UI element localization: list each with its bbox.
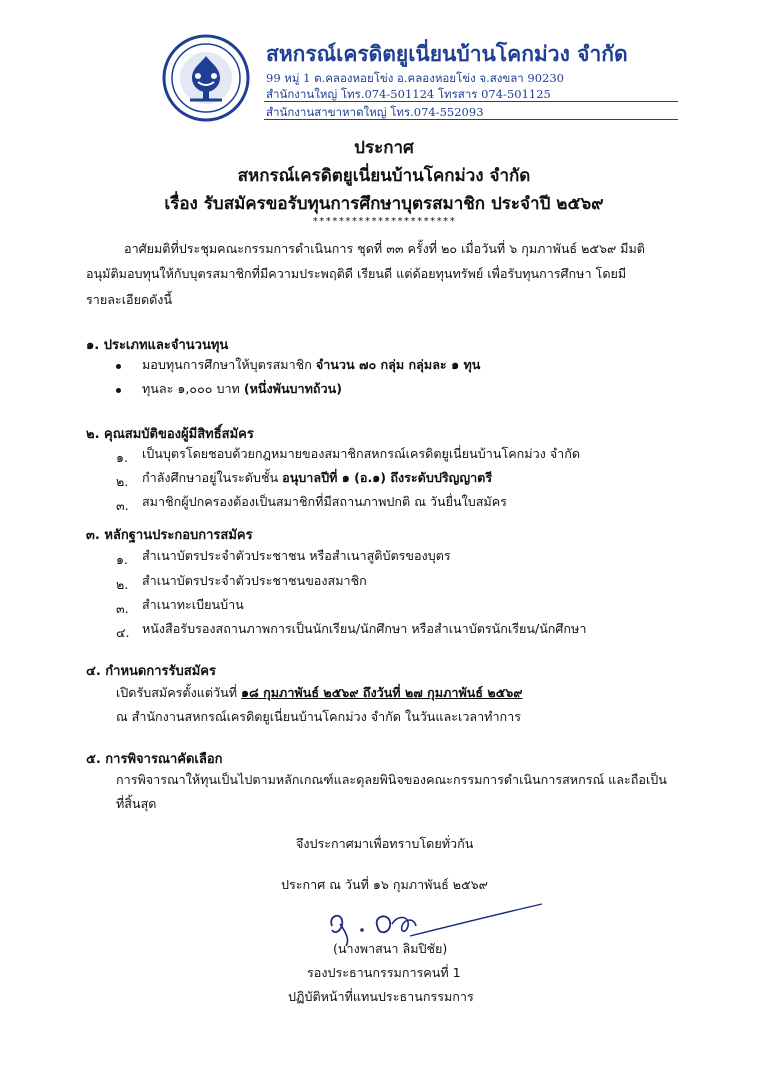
bullet-icon [116,364,121,369]
item-text: เป็นบุตรโดยชอบด้วยกฎหมายของสมาชิกสหกรณ์เครดิตยูเนี่ยนบ้านโคกม่วง จำกัด [142,446,581,461]
cooperative-logo-icon [162,34,250,122]
intro-line: รายละเอียดดังนี้ [86,292,173,307]
selection-text: ที่สิ้นสุด [116,796,157,811]
item-emphasis: จำนวน ๗๐ กลุ่ม กลุ่มละ ๑ ทุน [315,357,481,372]
item-emphasis: (หนึ่งพันบาทถ้วน) [243,381,342,396]
letterhead-divider [264,119,678,120]
item-text: สมาชิกผู้ปกครองต้องเป็นสมาชิกที่มีสถานภาพปกติ ณ วันยื่นใบสมัคร [142,494,507,509]
list-item: หนังสือรับรองสถานภาพการเป็นนักเรียน/นักศึกษา หรือสำเนาบัตรนักเรียน/นักศึกษา [142,621,587,636]
item-number: ๑. [116,450,128,465]
list-item: สำเนาบัตรประจำตัวประชาชน หรือสำเนาสูติบัตรของบุตร [142,548,451,563]
closing-statement: จึงประกาศมาเพื่อทราบโดยทั่วกัน [296,836,474,851]
list-item [142,496,507,509]
bullet-icon [116,388,121,393]
item-number: ๓. [116,498,129,513]
selection-text: การพิจารณาให้ทุนเป็นไปตามหลักเกณฑ์และดุลยพินิจของคณะกรรมการดำเนินการสหกรณ์ และถือเป็น [116,772,667,787]
item-text: มอบทุนการศึกษาให้บุตรสมาชิก [142,357,316,372]
list-item [142,383,342,396]
list-item [142,448,580,461]
item-emphasis: อนุบาลปีที่ ๑ (อ.๑) ถึงระดับปริญญาตรี [282,470,493,485]
announcement-date: ประกาศ ณ วันที่ ๑๖ กุมภาพันธ์ ๒๕๖๙ [281,877,488,892]
section-heading: ๑. ประเภทและจำนวนทุน [86,338,229,353]
signer-name: (นางพาสนา ลิมปิชัย) [333,941,448,956]
announcement-subject: เรื่อง รับสมัครขอรับทุนการศึกษาบุตรสมาชิก ประจำปี ๒๕๖๙ [164,194,604,214]
list-item [142,472,492,485]
announcement-org: สหกรณ์เครดิตยูเนี่ยนบ้านโคกม่วง จำกัด [237,166,531,186]
item-number: ๒. [116,577,129,592]
title-divider: ********************** [312,216,456,227]
item-text: ทุนละ ๑,๐๐๐ บาท [142,381,244,396]
item-number: ๑. [116,552,128,567]
item-number: ๔. [116,625,130,640]
item-number: ๓. [116,601,129,616]
section-heading: ๕. การพิจารณาคัดเลือก [86,752,223,767]
head-office-contact: สำนักงานใหญ่ โทร.074-501124 โทรสาร 074-501125 [266,87,551,101]
intro-line: อาศัยมติที่ประชุมคณะกรรมการดำเนินการ ชุดที่ ๓๓ ครั้งที่ ๒๐ เมื่อวันที่ ๖ กุมภาพันธ์ ๒๕๖๙ มีมติ [124,241,645,256]
item-text: กำลังศึกษาอยู่ในระดับชั้น [142,470,283,485]
section-heading: ๔. กำหนดการรับสมัคร [86,664,216,679]
org-name: สหกรณ์เครดิตยูเนี่ยนบ้านโคกม่วง จำกัด [266,42,628,66]
application-location: ณ สำนักงานสหกรณ์เครดิตยูเนี่ยนบ้านโคกม่วง จำกัด ในวันและเวลาทำการ [116,709,522,724]
section-heading: ๒. คุณสมบัติของผู้มีสิทธิ์สมัคร [86,427,254,442]
application-period [116,687,522,700]
branch-office-contact: สำนักงานสาขาหาดใหญ่ โทร.074-552093 [266,105,484,119]
letterhead-divider [264,101,678,102]
signer-role: ปฏิบัติหน้าที่แทนประธานกรรมการ [288,989,474,1004]
list-item [142,359,480,372]
item-number: ๒. [116,474,129,489]
item-text: เปิดรับสมัครตั้งแต่วันที่ [116,685,242,700]
list-item: สำเนาบัตรประจำตัวประชาชนของสมาชิก [142,573,367,588]
application-dates: ๑๘ กุมภาพันธ์ ๒๕๖๙ ถึงวันที่ ๒๗ กุมภาพันธ์ ๒๕๖๙ [241,685,523,700]
org-address: 99 หมู่ 1 ต.คลองหอยโข่ง อ.คลองหอยโข่ง จ.สงขลา 90230 [266,71,564,85]
announcement-label: ประกาศ [354,138,414,158]
list-item: สำเนาทะเบียนบ้าน [142,597,244,612]
signer-title: รองประธานกรรมการคนที่ 1 [307,965,461,980]
section-heading: ๓. หลักฐานประกอบการสมัคร [86,528,253,543]
intro-line: อนุมัติมอบทุนให้กับบุตรสมาชิกที่มีความประพฤติดี เรียนดี แต่ด้อยทุนทรัพย์ เพื่อรับทุนการศึกษา โดยมี [86,266,627,281]
